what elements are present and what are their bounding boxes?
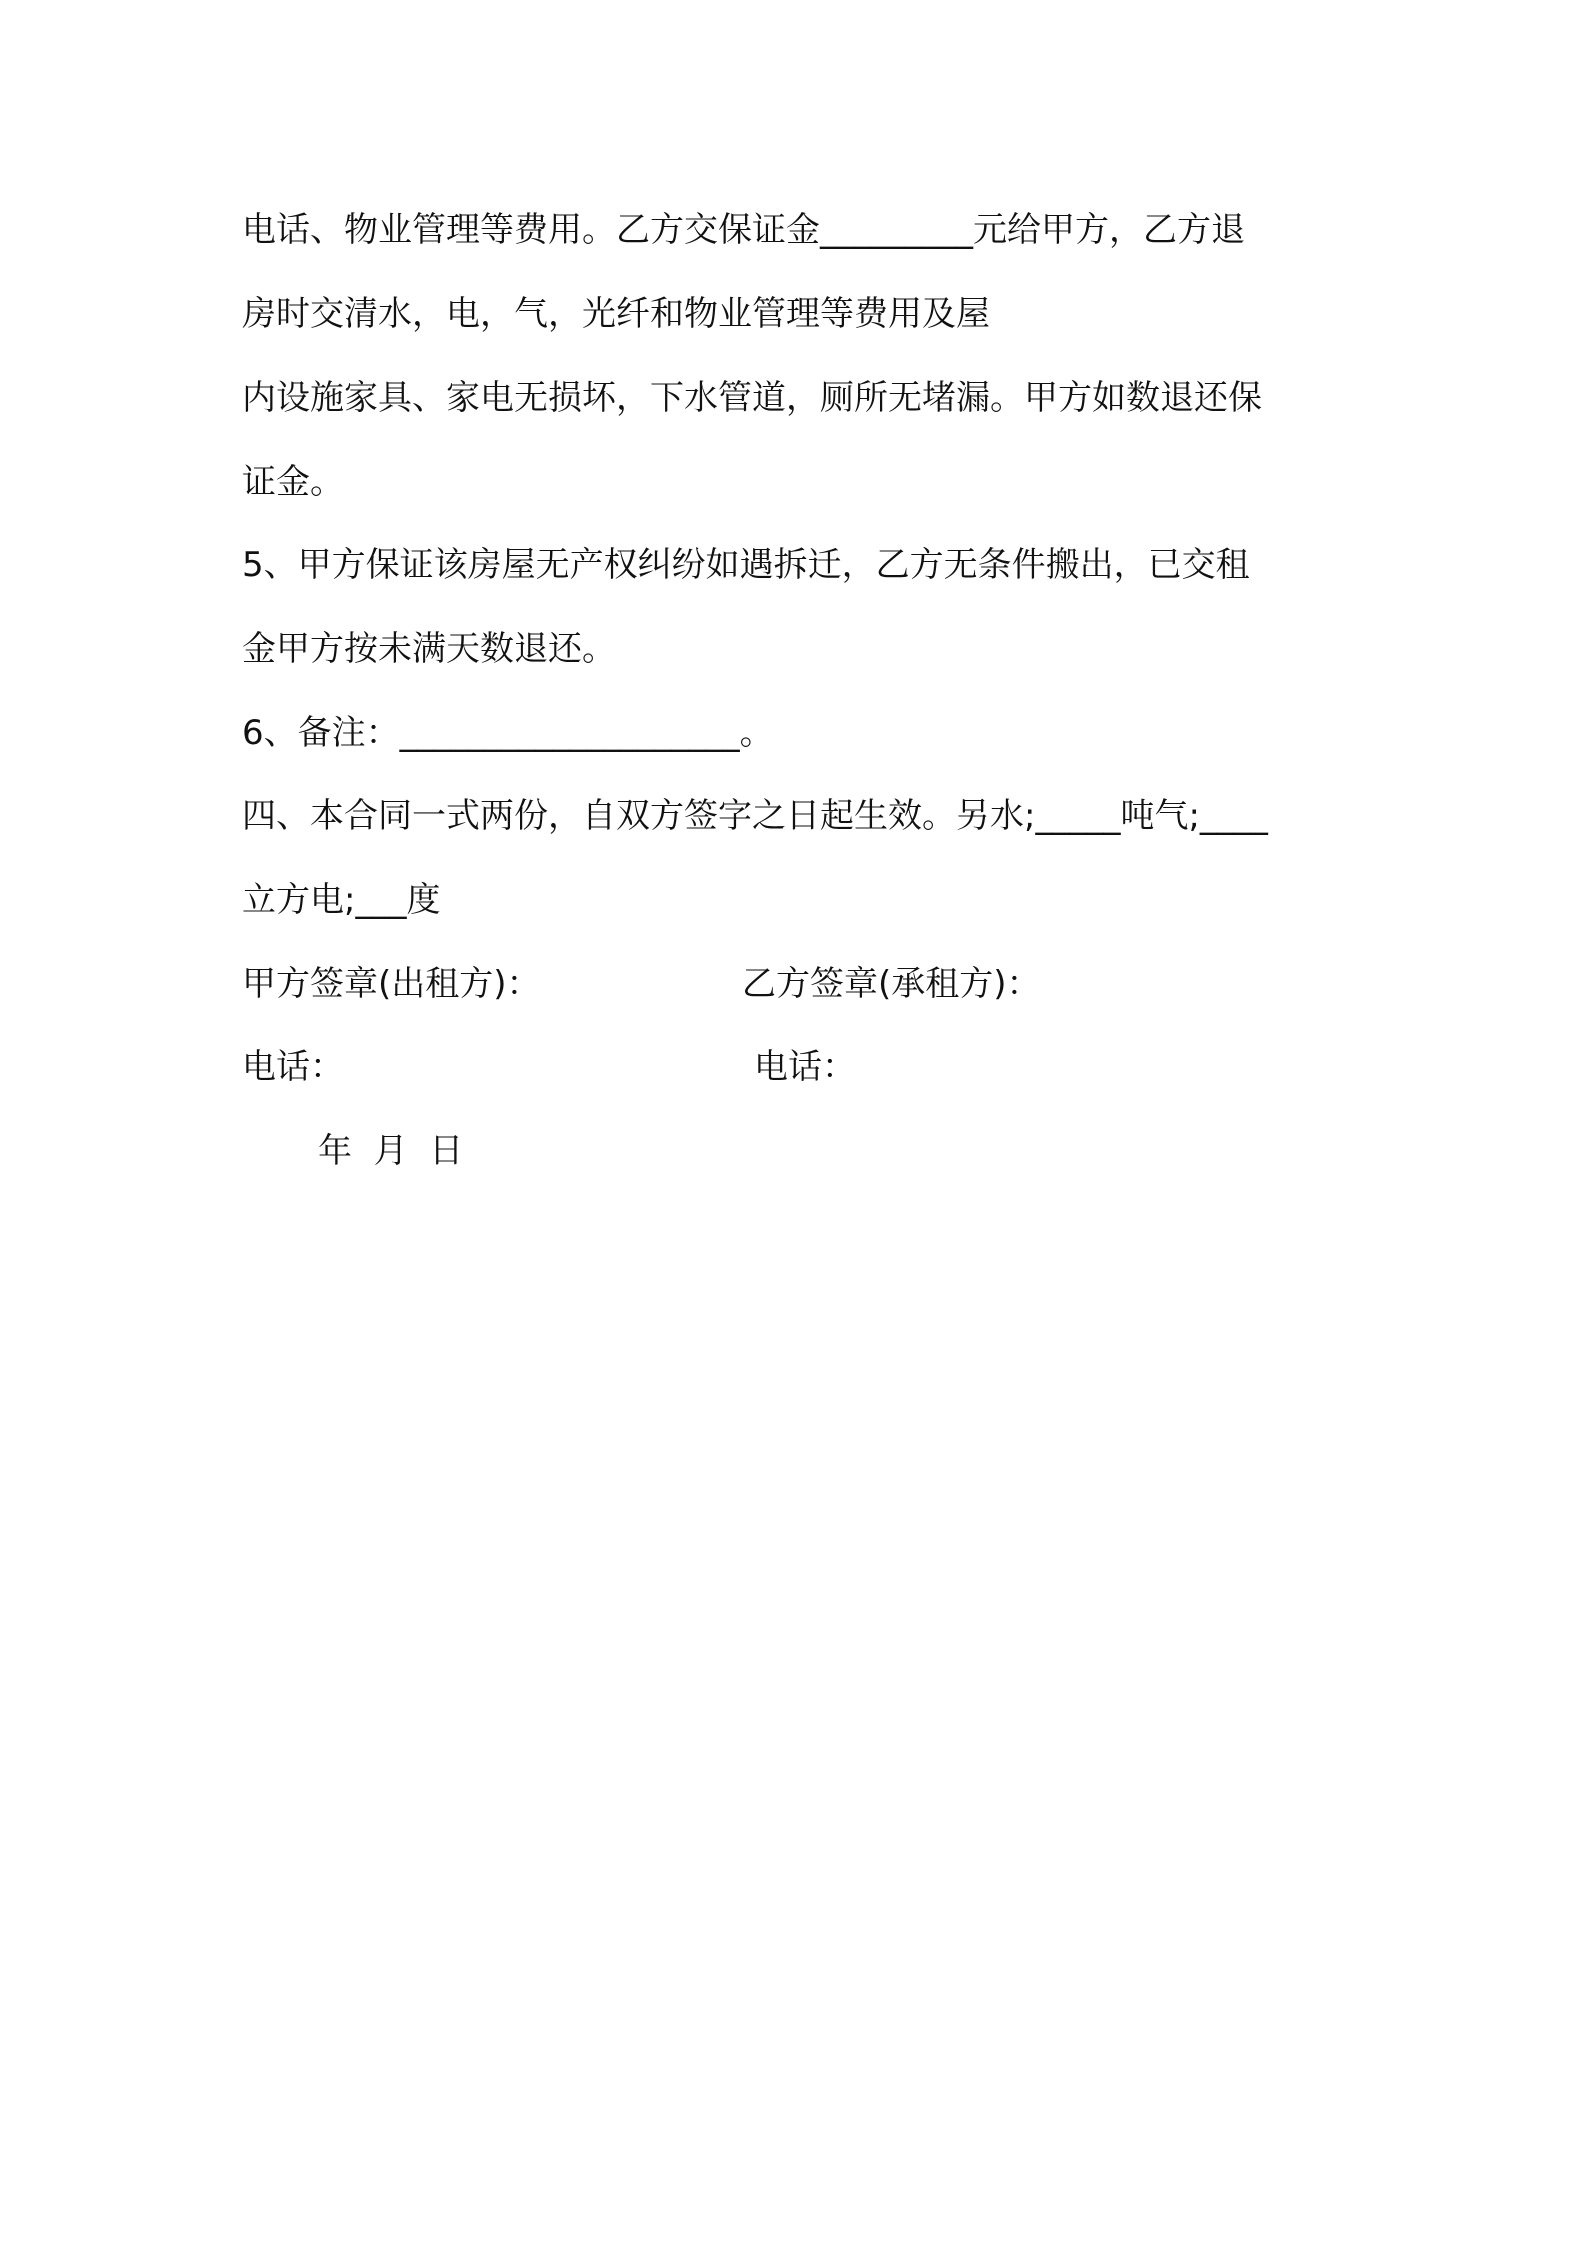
section-4-line: 立方电;___度	[242, 880, 441, 920]
clause-text-line: 房时交清水，电，气，光纤和物业管理等费用及屋	[242, 294, 990, 334]
clause-5-line: 5、甲方保证该房屋无产权纠纷如遇拆迁，乙方无条件搬出，已交租	[242, 545, 1250, 585]
party-b-signature-label: 乙方签章(承租方)：	[742, 964, 1041, 1004]
party-b-phone-label: 电话：	[754, 1047, 856, 1087]
clause-text-line: 电话、物业管理等费用。乙方交保证金_________元给甲方，乙方退	[242, 210, 1245, 250]
clause-text-line: 内设施家具、家电无损坏，下水管道，厕所无堵漏。甲方如数退还保	[242, 378, 1262, 418]
section-4-line: 四、本合同一式两份，自双方签字之日起生效。另水;_____吨气;____	[242, 796, 1268, 836]
party-a-phone-label: 电话：	[242, 1047, 344, 1087]
clause-6-remarks: 6、备注：____________________。	[242, 713, 774, 753]
party-a-signature-label: 甲方签章(出租方)：	[242, 964, 541, 1004]
clause-text-line: 证金。	[242, 462, 344, 502]
date-label: 年 月 日	[318, 1131, 464, 1171]
clause-5-line: 金甲方按未满天数退还。	[242, 629, 616, 669]
